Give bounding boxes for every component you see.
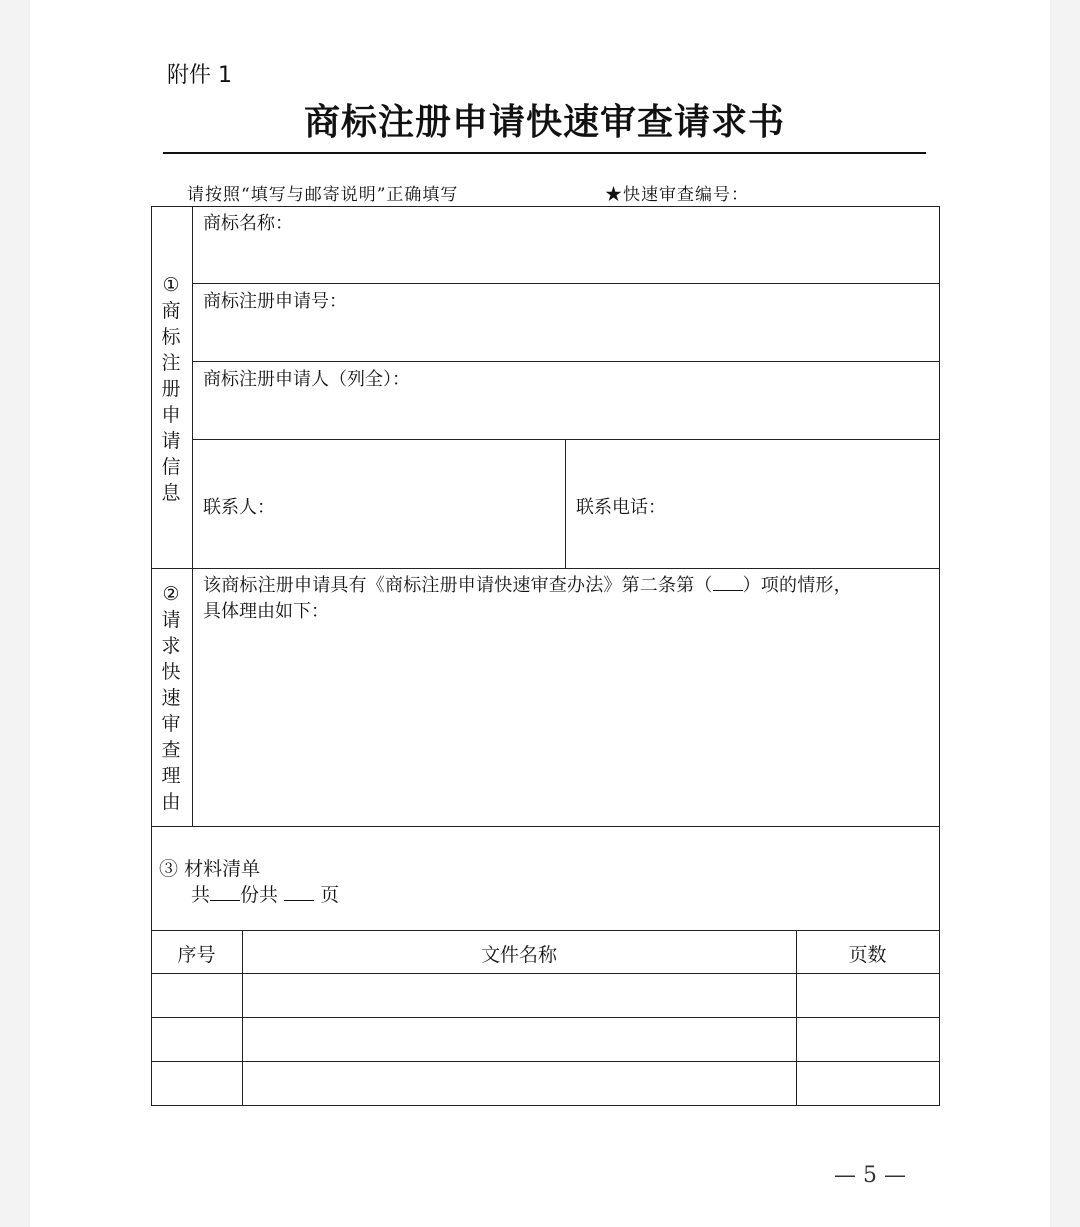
page-number: — 5 — <box>834 1163 906 1188</box>
trademark-name-field[interactable]: 商标名称： <box>203 213 293 234</box>
row-divider <box>192 361 939 362</box>
contact-phone-field[interactable]: 联系电话： <box>576 497 666 518</box>
materials-count: 共 份共 页 <box>191 884 340 906</box>
exam-number-label: ★快速审查编号： <box>605 185 749 205</box>
application-number-field[interactable]: 商标注册申请号： <box>203 291 347 312</box>
applicant-field[interactable]: 商标注册申请人（列全）： <box>203 369 410 390</box>
section-divider <box>151 930 939 931</box>
attachment-label: 附件 1 <box>167 63 232 88</box>
reason-detail-label: 具体理由如下： <box>203 601 329 622</box>
column-header-filename: 文件名称 <box>480 944 557 966</box>
table-row[interactable] <box>152 1018 939 1061</box>
item-number-blank[interactable] <box>713 574 743 591</box>
table-row[interactable] <box>152 974 939 1017</box>
copies-blank[interactable] <box>210 884 240 901</box>
label-column-divider <box>192 206 193 826</box>
section3-number: ③ <box>159 858 179 880</box>
pages-blank[interactable] <box>284 884 314 901</box>
reason-text-area[interactable] <box>196 624 936 822</box>
column-header-index: 序号 <box>177 944 216 966</box>
section2-label: ② 请 求 快 速 审 查 理 由 <box>161 583 181 813</box>
page-title: 商标注册申请快速审查请求书 <box>303 102 785 143</box>
fill-instruction: 请按照“填写与邮寄说明”正确填写 <box>187 185 459 205</box>
reason-statement: 该商标注册申请具有《商标注册申请快速审查办法》第二条第（ ）项的情形， <box>203 575 852 596</box>
column-header-pages: 页数 <box>848 944 887 966</box>
section1-label: ① 商 标 注 册 申 请 信 息 <box>161 274 181 504</box>
contact-person-field[interactable]: 联系人： <box>203 497 275 518</box>
materials-list-heading: ③ 材料清单 <box>159 858 261 880</box>
contact-divider <box>565 439 566 568</box>
section-divider <box>151 826 939 827</box>
row-divider <box>192 283 939 284</box>
title-divider <box>163 152 926 154</box>
section-divider <box>151 568 939 569</box>
table-row[interactable] <box>152 1062 939 1105</box>
